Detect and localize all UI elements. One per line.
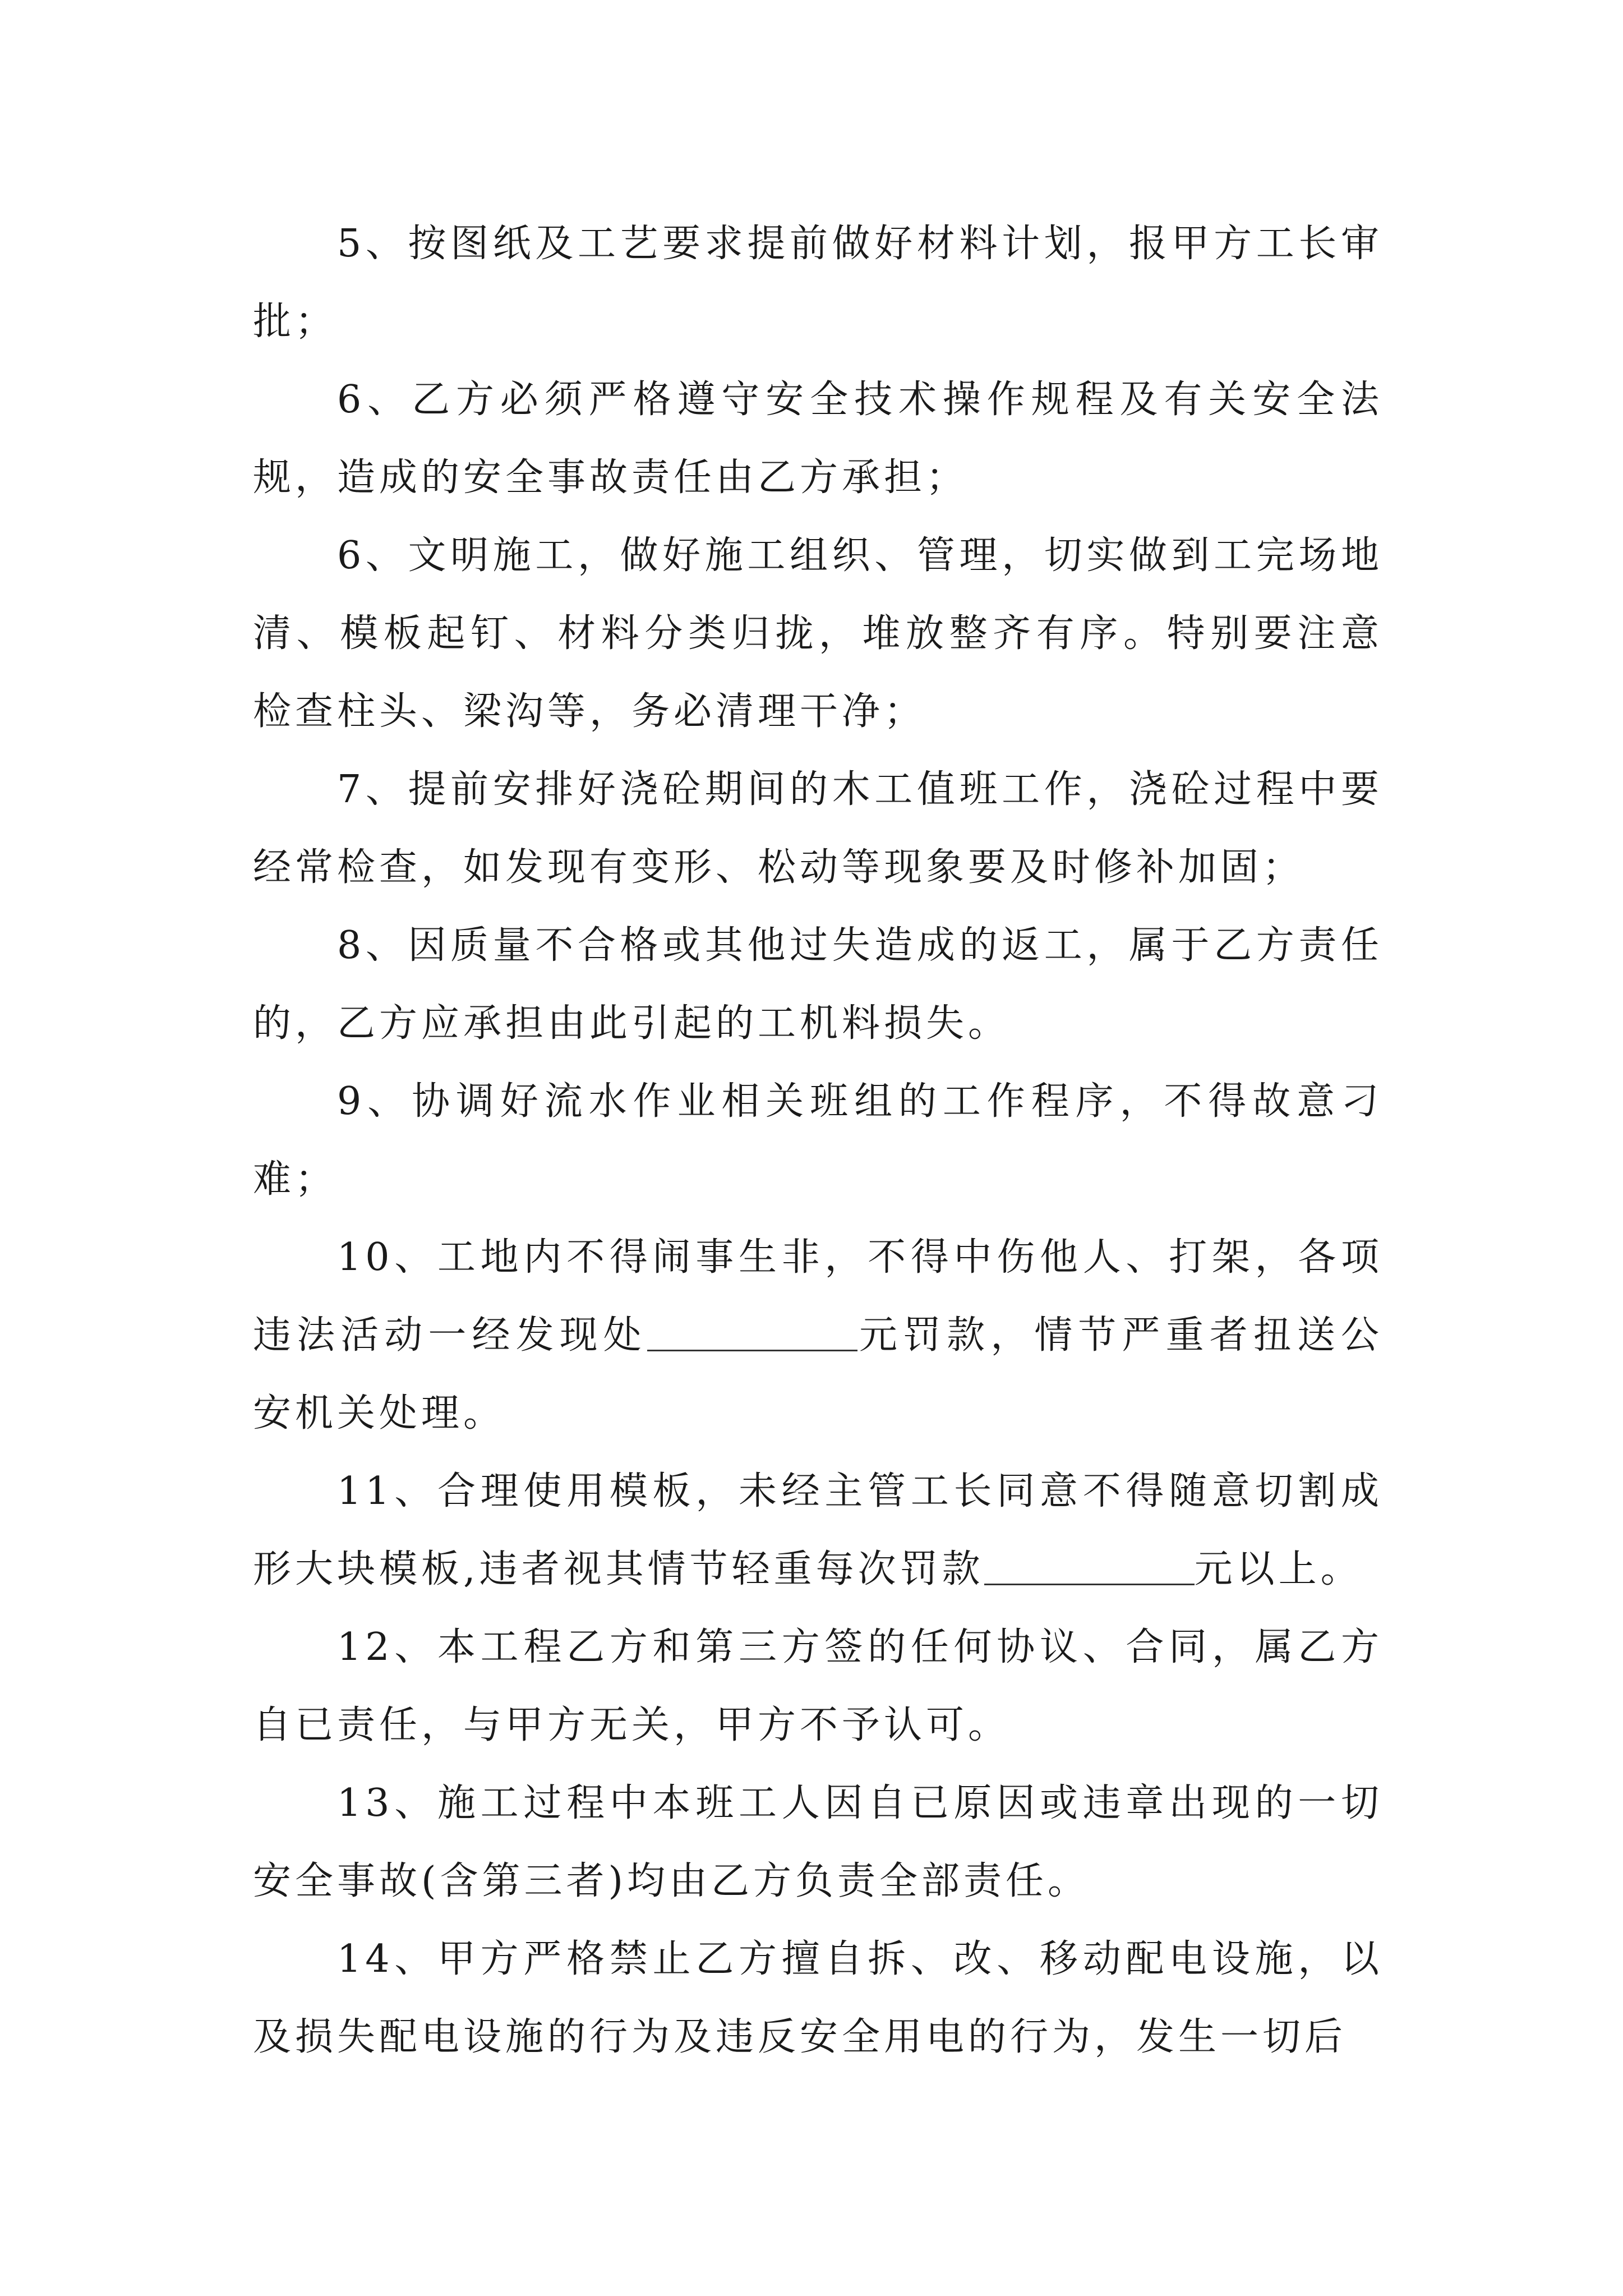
fine-amount-blank: [984, 1554, 1195, 1585]
clause-11-text-before: 11、合理使用模板，未经主管工长同意不得随意切割成形大块模板,违者视其情节轻重每次罚款: [253, 1469, 1383, 1591]
clause-11-formwork-use: [253, 1452, 1383, 1608]
clause-10-site-conduct: [253, 1218, 1383, 1452]
clause-8-rework-liability: 8、因质量不合格或其他过失造成的返工，属于乙方责任的，乙方应承担由此引起的工机料损失。: [253, 923, 1383, 1046]
clause-12-third-party-agreements: 12、本工程乙方和第三方签的任何协议、合同，属乙方自已责任，与甲方无关，甲方不予认可。: [253, 1625, 1383, 1747]
clause-6-civilized-construction: 6、文明施工，做好施工组织、管理，切实做到工完场地清、模板起钉、材料分类归拢，堆放整齐有序。特别要注意检查柱头、梁沟等，务必清理干净；: [253, 533, 1383, 734]
fine-amount-blank: [647, 1320, 857, 1351]
clause-9-coordination: 9、协调好流水作业相关班组的工作程序，不得故意刁难；: [253, 1079, 1383, 1202]
clause-10-text-before: 10、工地内不得闹事生非，不得中伤他人、打架，各项违法活动一经发现处: [253, 1235, 1383, 1358]
clause-10-text-after: 元罚款，情节严重者扭送公安机关处理。: [253, 1313, 1383, 1435]
clause-14-electrical-facilities: 14、甲方严格禁止乙方擅自拆、改、移动配电设施，以及损失配电设施的行为及违反安全用电的行为，发生一切后: [253, 1937, 1383, 2059]
document-body: [253, 205, 1383, 2076]
clause-6-safety-rules: 6、乙方必须严格遵守安全技术操作规程及有关安全法规，造成的安全事故责任由乙方承担；: [253, 378, 1383, 500]
clause-13-accident-responsibility: 13、施工过程中本班工人因自已原因或违章出现的一切安全事故(含第三者)均由乙方负责全部责任。: [253, 1781, 1383, 1903]
clause-7-duty-during-pour: 7、提前安排好浇砼期间的木工值班工作，浇砼过程中要经常检查，如发现有变形、松动等现象要及时修补加固；: [253, 767, 1383, 890]
clause-11-text-after: 元以上。: [1194, 1547, 1363, 1591]
clause-5-materials-plan: 5、按图纸及工艺要求提前做好材料计划，报甲方工长审批；: [253, 222, 1383, 344]
